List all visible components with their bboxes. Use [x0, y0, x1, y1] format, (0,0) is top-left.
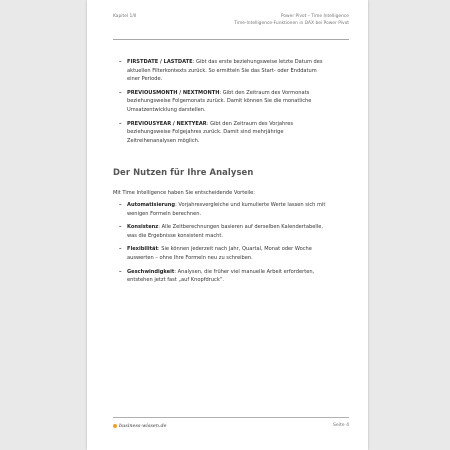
bullet-text: : Alle Zeitberechnungen basieren auf derselben Kalendertabelle,: [158, 224, 323, 231]
bullet-term: Geschwindigkeit: [127, 268, 175, 275]
list-item: [113, 223, 349, 240]
page-header: [113, 14, 349, 34]
document-page: [87, 0, 368, 450]
bullet-term: PREVIOUSYEAR / NEXTYEAR: [127, 120, 207, 127]
list-item: [113, 268, 349, 285]
section-intro: Mit Time Intelligence haben Sie entscheidende Vorteile:: [113, 190, 256, 197]
bullet-text: entstehen jetzt fast „auf Knopfdruck“.: [127, 277, 225, 284]
logo-dot-icon: [113, 424, 117, 428]
header-book-title: Power Pivot – Time Intelligence: [280, 14, 349, 19]
bullet-dash: –: [119, 268, 122, 275]
list-item: [113, 201, 349, 218]
bullet-text: aktuellen Filterkontexts zurück. So ermitteln Sie das Start- oder Enddatum: [127, 67, 317, 74]
bullet-dash: –: [119, 224, 122, 231]
bullet-dash: –: [119, 59, 122, 65]
bullet-text: was die Ergebnisse konsistent macht.: [127, 232, 224, 239]
bullet-term: Konsistenz: [127, 224, 159, 231]
list-item: [113, 120, 349, 146]
list-item: [113, 58, 349, 84]
bullet-dash: –: [119, 246, 122, 253]
bullet-term: FIRSTDATE / LASTDATE: [127, 59, 193, 65]
bullet-text: : Analysen, die früher viel manuelle Arbeit erforderten,: [174, 268, 315, 275]
list-item: [113, 245, 349, 262]
header-chapter: Kapitel 1/II: [113, 14, 137, 19]
section-heading: Der Nutzen für Ihre Analysen: [113, 167, 254, 178]
bullet-text: Umsatzentwicklung darstellen.: [127, 106, 206, 113]
footer-divider: [113, 417, 349, 418]
bullet-text: einer Periode.: [127, 76, 163, 83]
page-footer: [113, 423, 349, 431]
bullet-text: : Vorjahresvergleiche und kumulierte Werte lassen sich mit: [175, 201, 326, 208]
bullet-text: Zeitreihenanalysen möglich.: [127, 137, 200, 144]
bullet-dash: –: [119, 201, 122, 208]
bullet-dash: –: [119, 89, 122, 96]
bullet-text: : Gibt das erste beziehungsweise letzte Datum des: [192, 59, 323, 65]
bullet-text: : Gibt den Zeitraum des Vormonats: [219, 89, 310, 96]
list-item: [113, 89, 349, 115]
bullet-text: beziehungsweise Folgemonats zurück. Damit können Sie die monatliche: [127, 98, 312, 105]
bullet-text: : Gibt den Zeitraum des Vorjahres: [206, 120, 294, 127]
bullet-term: PREVIOUSMONTH / NEXTMONTH: [127, 89, 220, 96]
header-divider: [113, 39, 349, 40]
bullet-text: beziehungsweise Folgejahres zurück. Damit sind mehrjährige: [127, 129, 284, 136]
bullet-text: : Sie können jederzeit nach Jahr, Quartal, Monat oder Woche: [157, 246, 312, 253]
page-number: Seite 4: [332, 423, 349, 428]
bullet-term: Automatisierung: [127, 201, 176, 208]
header-title-block: [234, 14, 349, 27]
bullet-term: Flexibilität: [127, 246, 158, 253]
page-content: [113, 58, 349, 285]
header-book-subtitle: Time-Intelligence-Funktionen in DAX bei Power Pivot: [234, 20, 349, 26]
bullet-dash: –: [119, 120, 122, 127]
bullet-text: wenigen Formeln berechnen.: [127, 210, 202, 217]
bullet-text: auswerten – ohne Ihre Formeln neu zu schreiben.: [127, 254, 253, 261]
footer-logo: business-wissen.de: [119, 423, 167, 429]
